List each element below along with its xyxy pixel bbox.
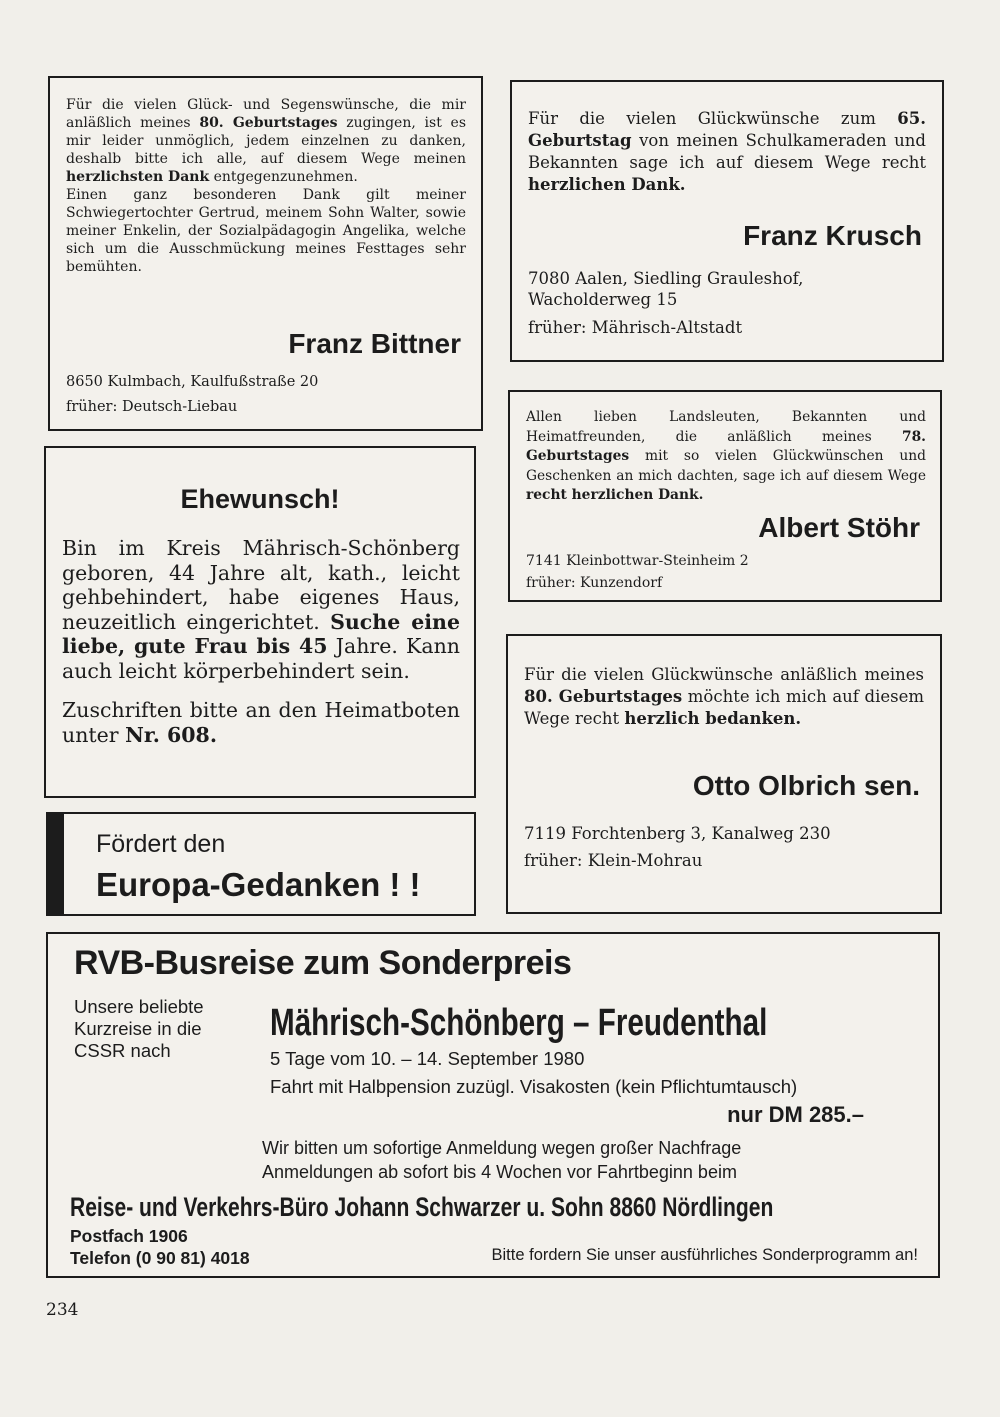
krusch-address-line-2: Wacholderweg 15 — [528, 290, 678, 309]
krusch-former-home: früher: Mährisch-Altstadt — [528, 318, 743, 337]
krusch-thanks-text: Für die vielen Glückwünsche zum 65. Geburtstag von meinen Schulkameraden und Bekannten sage ich auf diesem Wege recht herzlichen Dank. — [528, 109, 926, 194]
bittner-former-home: früher: Deutsch-Liebau — [66, 399, 238, 415]
stoehr-thanks-text: Allen lieben Landsleuten, Bekannten und Heimatfreunden, die anläßlich meines 78. Geburtstages mit so vielen Glückwünschen und Geschenken an mich dachten, sage ich auf diesem Wege recht herzlichen Dank. — [526, 409, 926, 503]
ehewunsch-reply-note: Zuschriften bitte an den Heimatboten unter Nr. 608. — [62, 698, 460, 747]
europa-black-bar — [46, 814, 64, 914]
ehewunsch-title: Ehewunsch! — [180, 484, 340, 514]
rvb-note-line-1: Wir bitten um sofortige Anmeldung wegen großer Nachfrage — [262, 1138, 742, 1158]
olbrich-thanks-text: Für die vielen Glückwünsche anläßlich meines 80. Geburtstages möchte ich mich auf diesem Wege recht herzlich bedanken. — [524, 665, 924, 728]
rvb-title: RVB-Busreise zum Sonderpreis — [74, 944, 572, 982]
rvb-intro-line-1: Unsere beliebte — [74, 996, 204, 1017]
bittner-thanks-text: Für die vielen Glück- und Segenswünsche, die mir anläßlich meines 80. Geburtstages zugingen, ist es mir leider unmöglich, jedem einzelnen zu danken, deshalb bitte ich alle, auf diesem Wege meinen herzlichsten Dank entgegenzunehmen. Einen ganz besonderen Dank gilt meiner Schwiegertochter Gertrud, meinem Sohn Walter, sowie meiner Enkelin, der Sozialpädagogin Angelika, welche sich um die Ausschmückung meines Festtages sehr bemühten. — [66, 97, 467, 275]
ad-franz-bittner — [48, 76, 483, 431]
rvb-intro-line-3: CSSR nach — [74, 1040, 171, 1061]
ad-franz-krusch — [510, 80, 944, 362]
stoehr-former-home: früher: Kunzendorf — [526, 575, 663, 591]
rvb-intro-line-2: Kurzreise in die — [74, 1018, 202, 1039]
rvb-note-line-2: Anmeldungen ab sofort bis 4 Wochen vor Fahrtbeginn beim — [262, 1162, 737, 1182]
rvb-intro — [74, 996, 204, 1062]
ad-europa — [46, 812, 476, 916]
stoehr-name: Albert Stöhr — [758, 512, 920, 543]
rvb-postfach: Postfach 1906 — [70, 1226, 188, 1246]
rvb-program-note: Bitte fordern Sie unser ausführliches Sonderprogramm an! — [491, 1246, 918, 1264]
europa-line-1: Fördert den — [96, 830, 226, 858]
ehewunsch-text: Bin im Kreis Mährisch-Schönberg geboren, 44 Jahre alt, kath., leicht gehbehindert, habe eigenes Haus, neuzeitlich eingerichtet. Suche eine liebe, gute Frau bis 45 Jahre. Kann auch leicht körperbehindert sein. — [62, 536, 460, 683]
ad-ehewunsch — [44, 446, 476, 798]
olbrich-name: Otto Olbrich sen. — [692, 770, 920, 801]
europa-line-2: Europa-Gedanken ! ! — [96, 866, 421, 903]
bittner-address: 8650 Kulmbach, Kaulfußstraße 20 — [66, 374, 319, 390]
rvb-price: nur DM 285.– — [727, 1102, 864, 1127]
rvb-company: Reise- und Verkehrs-Büro Johann Schwarzer u. Sohn 8860 Nördlingen — [70, 1192, 774, 1222]
ad-rvb-busreise — [46, 932, 940, 1278]
rvb-dates: 5 Tage vom 10. – 14. September 1980 — [270, 1048, 585, 1069]
page-number: 234 — [46, 1300, 79, 1320]
ad-otto-olbrich — [506, 634, 942, 914]
rvb-board-info: Fahrt mit Halbpension zuzügl. Visakosten (kein Pflichtumtausch) — [270, 1076, 798, 1097]
rvb-destination: Mährisch-Schönberg – Freudenthal — [270, 1002, 768, 1044]
krusch-name: Franz Krusch — [743, 220, 922, 251]
stoehr-address: 7141 Kleinbottwar-Steinheim 2 — [526, 553, 749, 569]
krusch-address-line-1: 7080 Aalen, Siedling Grauleshof, — [528, 269, 804, 288]
bittner-name: Franz Bittner — [288, 328, 461, 359]
ad-albert-stoehr — [508, 390, 942, 602]
olbrich-address: 7119 Forchtenberg 3, Kanalweg 230 — [524, 824, 831, 843]
olbrich-former-home: früher: Klein-Mohrau — [524, 851, 703, 870]
rvb-telefon: Telefon (0 90 81) 4018 — [70, 1248, 250, 1268]
